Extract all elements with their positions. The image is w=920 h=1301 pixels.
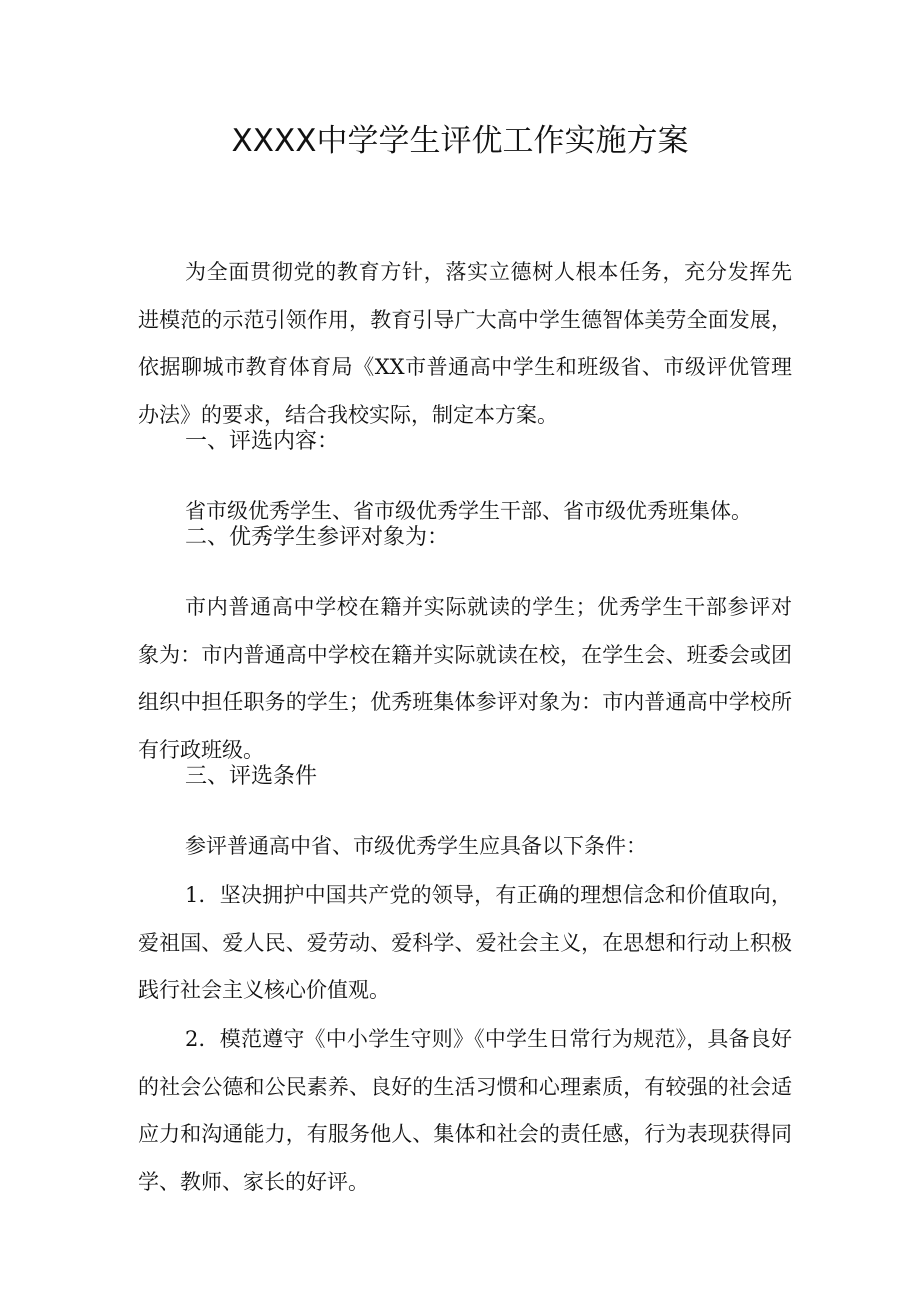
condition-item-2: 2．模范遵守《中小学生守则》《中学生日常行为规范》，具备良好的社会公德和公民素养、良好的生活习惯和心理素质，有较强的社会适应力和沟通能力，有服务他人、集体和社会的责任感，行为表现获得同学、教师、家长的好评。 bbox=[138, 1027, 792, 1194]
intro-paragraph: 为全面贯彻党的教育方针，落实立德树人根本任务，充分发挥先进模范的示范引领作用，教育引导广大高中学生德智体美劳全面发展，依据聊城市教育体育局《XX市普通高中学生和班级省、市级评优管理办法》的要求，结合我校实际，制定本方案。 bbox=[138, 260, 792, 427]
section-body-2: 市内普通高中学校在籍并实际就读的学生；优秀学生干部参评对象为：市内普通高中学校在籍并实际就读在校，在学生会、班委会或团组织中担任职务的学生；优秀班集体参评对象为：市内普通高中学校所有行政班级。 bbox=[138, 595, 792, 762]
document-title: XXXX中学学生评优工作实施方案 bbox=[231, 123, 689, 159]
section-body-1: 省市级优秀学生、省市级优秀学生干部、省市级优秀班集体。 bbox=[185, 499, 752, 523]
section-heading-3: 三、评选条件 bbox=[185, 764, 318, 789]
section-heading-1: 一、评选内容： bbox=[185, 429, 340, 454]
section-body-3: 参评普通高中省、市级优秀学生应具备以下条件： bbox=[185, 834, 647, 858]
section-heading-2: 二、优秀学生参评对象为： bbox=[185, 525, 450, 550]
condition-item-1: 1．坚决拥护中国共产党的领导，有正确的理想信念和价值取向，爱祖国、爱人民、爱劳动、爱科学、爱社会主义，在思想和行动上积极践行社会主义核心价值观。 bbox=[138, 883, 792, 1002]
